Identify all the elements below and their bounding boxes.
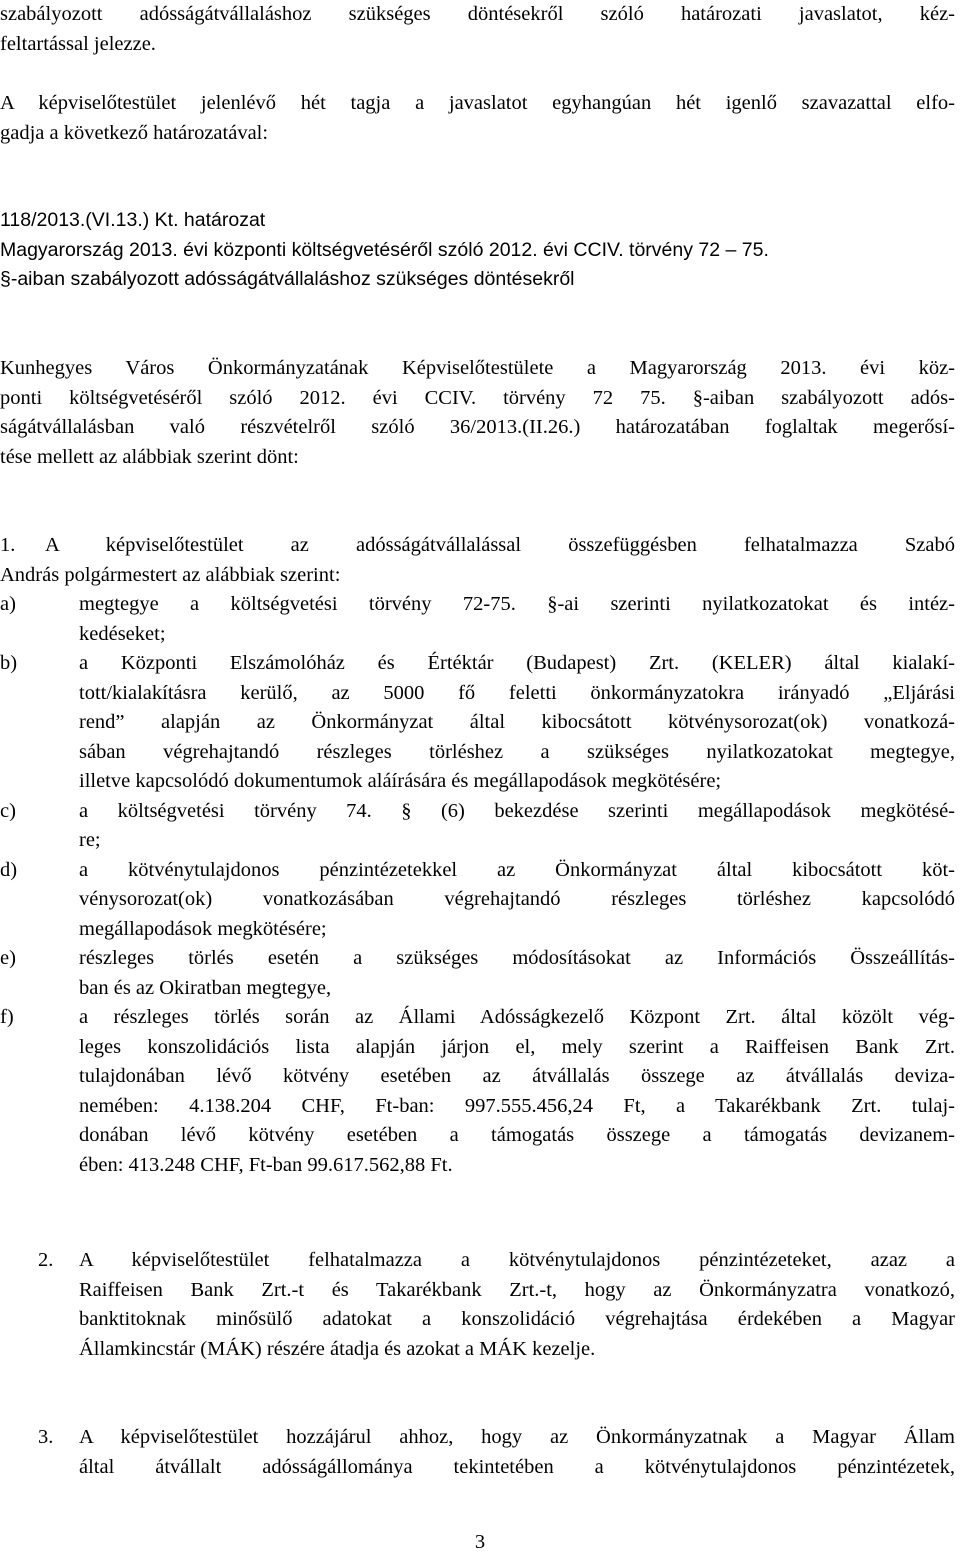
text-line: re; <box>79 829 101 851</box>
resolution-number: 118/2013.(VI.13.) Kt. határozat <box>0 209 266 231</box>
text-line: A képviselőtestület felhatalmazza a kötvénytulajdonos pénzintézeteket, azaz a <box>79 1249 955 1271</box>
text-line: banktitoknak minősülő adatokat a konszolidáció végrehajtása érdekében a Magyar <box>79 1308 955 1330</box>
text-line: a részleges törlés során az Állami Adósságkezelő Központ Zrt. által közölt vég- <box>79 1006 955 1028</box>
text-line: vénysorozat(ok) vonatkozásában végrehajtandó részleges törléshez kapcsolódó <box>79 888 955 910</box>
text-line: Raiffeisen Bank Zrt.-t és Takarékbank Zrt.-t, hogy az Önkormányzatra vonatkozó, <box>79 1278 955 1301</box>
intro-paragraph <box>0 0 955 59</box>
resolution-title-line: §-aiban szabályozott adósságátvállaláshoz szükséges döntésekről <box>0 268 575 290</box>
subitem-label: f) <box>0 1006 14 1028</box>
text-line: A képviselőtestület hozzájárul ahhoz, hogy az Önkormányzatnak a Magyar Állam <box>79 1426 955 1448</box>
text-line: megállapodások megkötésére; <box>79 917 327 940</box>
text-line: tott/kialakításra kerülő, az 5000 fő feletti önkormányzatokra irányadó „Eljárási <box>79 681 955 704</box>
text-line: ságátvállalásban való részvételről szóló 36/2013.(II.26.) határozatában foglaltak megerősí- <box>0 416 955 438</box>
point-number: 3. <box>38 1426 54 1448</box>
text-line: András polgármestert az alábbiak szerint: <box>0 563 341 586</box>
resolution-title-line: Magyarország 2013. évi központi költségvetéséről szóló 2012. évi CCIV. törvény 72 – 75. <box>0 238 769 261</box>
text-line: rend” alapján az Önkormányzat által kibocsátott kötvénysorozat(ok) vonatkozá- <box>79 711 955 733</box>
text-line: feltartással jelezze. <box>0 32 156 55</box>
text-line: sában végrehajtandó részleges törléshez a szükséges nyilatkozatokat megtegye, <box>79 740 955 763</box>
text-line: részleges törlés esetén a szükséges módosításokat az Információs Összeállítás- <box>79 947 955 969</box>
text-line: a költségvetési törvény 74. § (6) bekezdése szerinti megállapodások megkötésé- <box>79 799 955 822</box>
subitem-label: d) <box>0 858 18 881</box>
text-line: kedéseket; <box>79 622 166 645</box>
text-line: leges konszolidációs lista alapján járjon el, mely szerint a Raiffeisen Bank Zrt. <box>79 1035 955 1058</box>
text-line: szabályozott adósságátvállaláshoz szükséges döntésekről szóló határozati javaslatot, kéz- <box>0 3 955 25</box>
text-line: ban és az Okiratban megtegye, <box>79 976 332 999</box>
text-line: A képviselőtestület jelenlévő hét tagja a javaslatot egyhangúan hét igenlő szavazattal elfo- <box>0 92 955 114</box>
text-line: tése mellett az alábbiak szerint dönt: <box>0 445 299 468</box>
subitem-label: e) <box>0 947 16 969</box>
text-line: által átvállalt adósságállománya tekintetében a kötvénytulajdonos pénzintézetek, <box>79 1455 955 1478</box>
vote-paragraph <box>0 89 955 148</box>
text-line: illetve kapcsolódó dokumentumok aláírására és megállapodások megkötésére; <box>79 770 722 792</box>
subitem-label: a) <box>0 593 16 615</box>
text-line: gadja a következő határozatával: <box>0 121 269 144</box>
subitem-label: b) <box>0 652 18 674</box>
subitem-label: c) <box>0 799 16 822</box>
text-line: a Központi Elszámolóház és Értéktár (Budapest) Zrt. (KELER) által kialakí- <box>79 652 955 674</box>
text-line: ében: 413.248 CHF, Ft-ban 99.617.562,88 Ft. <box>79 1153 453 1176</box>
resolution-heading <box>0 206 955 295</box>
text-line: ponti költségvetéséről szóló 2012. évi CCIV. törvény 72 75. §-aiban szabályozott adós- <box>0 386 955 409</box>
text-line: Kunhegyes Város Önkormányzatának Képviselőtestülete a Magyarország 2013. évi köz- <box>0 357 955 379</box>
text-line: Államkincstár (MÁK) részére átadja és azokat a MÁK kezelje. <box>79 1337 596 1360</box>
text-line: a kötvénytulajdonos pénzintézetekkel az Önkormányzat által kibocsátott köt- <box>79 858 955 881</box>
text-line: nemében: 4.138.204 CHF, Ft-ban: 997.555.456,24 Ft, a Takarékbank Zrt. tulaj- <box>79 1094 955 1117</box>
text-line: tulajdonában lévő kötvény esetében az átvállalás összege az átvállalás deviza- <box>79 1065 955 1087</box>
text-line: A képviselőtestület az adósságátvállalással összefüggésben felhatalmazza Szabó <box>45 534 955 556</box>
page-number: 3 <box>474 1531 486 1553</box>
point-number: 1. <box>0 534 16 556</box>
point-1-continuation <box>0 561 955 591</box>
point-number: 2. <box>38 1249 54 1271</box>
text-line: donában lévő kötvény esetében a támogatás összege a támogatás devizanem- <box>79 1124 955 1146</box>
preamble-paragraph <box>0 354 955 472</box>
text-line: megtegye a költségvetési törvény 72-75. §-ai szerinti nyilatkozatokat és intéz- <box>79 593 955 615</box>
